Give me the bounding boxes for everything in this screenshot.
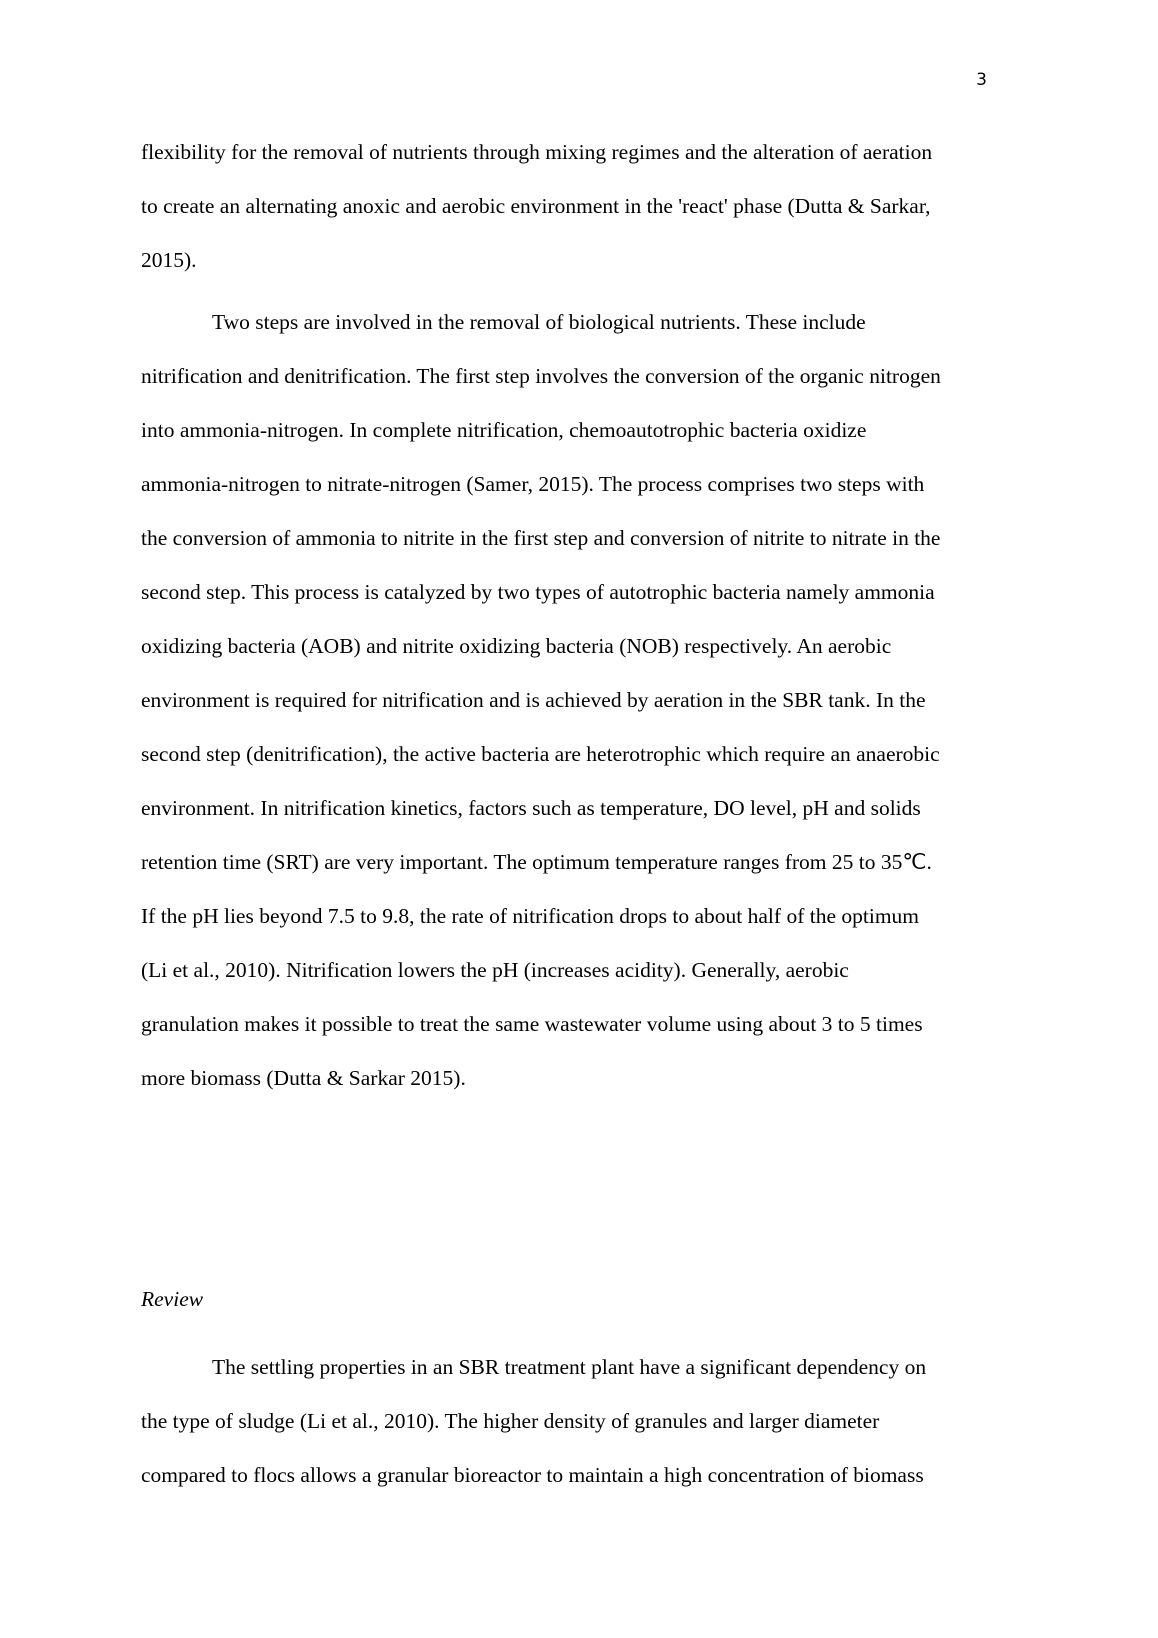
paragraph-1-line: to create an alternating anoxic and aerobic environment in the 'react' phase (Dutta & Sarkar, (141, 194, 931, 218)
paragraph-2-line: If the pH lies beyond 7.5 to 9.8, the rate of nitrification drops to about half of the optimum (141, 904, 920, 928)
paragraph-1-line: 2015). (141, 248, 197, 272)
paragraph-2-line: retention time (SRT) are very important. The optimum temperature ranges from 25 to 35℃. (141, 850, 932, 874)
paragraph-2 (141, 295, 1021, 1105)
paragraph-2-line: Two steps are involved in the removal of biological nutrients. These include (212, 310, 866, 334)
paragraph-1-line: flexibility for the removal of nutrients through mixing regimes and the alteration of aeration (141, 140, 933, 164)
paragraph-2-line: environment. In nitrification kinetics, factors such as temperature, DO level, pH and solids (141, 796, 921, 820)
paragraph-2-line: oxidizing bacteria (AOB) and nitrite oxidizing bacteria (NOB) respectively. An aerobic (141, 634, 892, 658)
paragraph-2-line: the conversion of ammonia to nitrite in the first step and conversion of nitrite to nitrate in the (141, 526, 941, 550)
paragraph-2-line: more biomass (Dutta & Sarkar 2015). (141, 1066, 466, 1090)
paragraph-2-line: nitrification and denitrification. The first step involves the conversion of the organic nitrogen (141, 364, 941, 388)
section-heading-review: Review (141, 1287, 204, 1311)
paragraph-2-line: ammonia-nitrogen to nitrate-nitrogen (Samer, 2015). The process comprises two steps with (141, 472, 925, 496)
paragraph-2-line: (Li et al., 2010). Nitrification lowers the pH (increases acidity). Generally, aerobic (141, 958, 849, 982)
paragraph-3 (141, 1340, 1021, 1502)
paragraph-2-line: second step (denitrification), the active bacteria are heterotrophic which require an anaerobic (141, 742, 940, 766)
paragraph-2-line: environment is required for nitrification and is achieved by aeration in the SBR tank. In the (141, 688, 926, 712)
paragraph-2-line: granulation makes it possible to treat the same wastewater volume using about 3 to 5 times (141, 1012, 923, 1036)
paragraph-2-line: second step. This process is catalyzed by two types of autotrophic bacteria namely ammonia (141, 580, 935, 604)
paragraph-2-line: into ammonia-nitrogen. In complete nitrification, chemoautotrophic bacteria oxidize (141, 418, 867, 442)
paragraph-3-line: compared to flocs allows a granular bioreactor to maintain a high concentration of biomass (141, 1463, 924, 1487)
paragraph-3-line: The settling properties in an SBR treatment plant have a significant dependency on (212, 1355, 927, 1379)
paragraph-1 (141, 125, 1021, 287)
page-number: 3 (976, 70, 987, 90)
paragraph-3-line: the type of sludge (Li et al., 2010). The higher density of granules and larger diameter (141, 1409, 880, 1433)
